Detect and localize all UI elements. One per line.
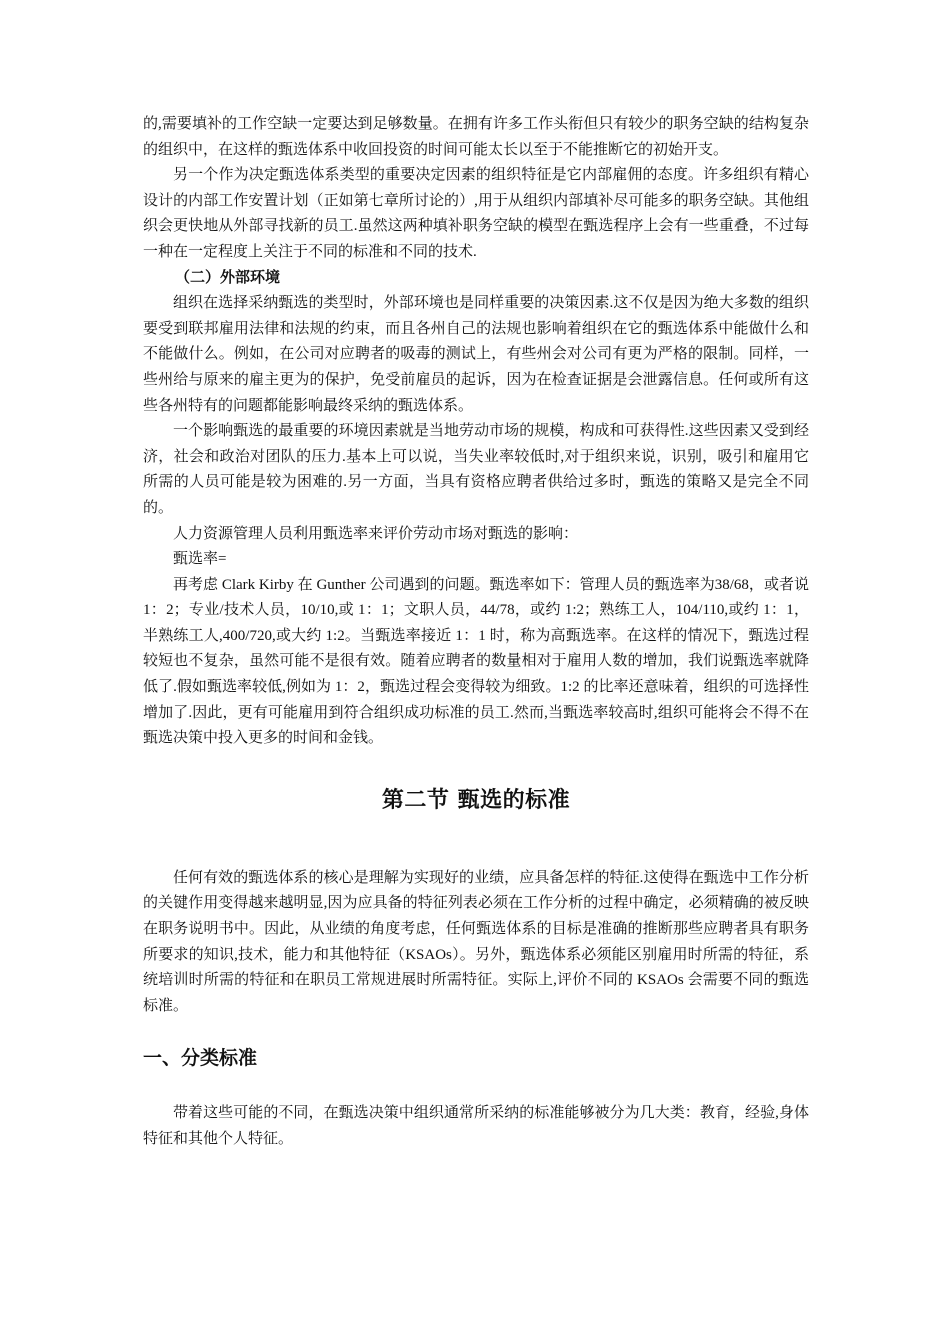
paragraph-internal-hiring: 另一个作为决定甄选体系类型的重要决定因素的组织特征是它内部雇佣的态度。许多组织有精心设计的内部工作安置计划（正如第七章所讨论的）,用于从组织内部填补尽可能多的职务空缺。其他组织会更快地从外部寻找新的员工.虽然这两种填补职务空缺的模型在甄选程序上会有一些重叠，不过每一种在一定程度上关注于不同的标准和不同的技术.	[143, 167, 809, 260]
paragraph-classification: 带着这些可能的不同，在甄选决策中组织通常所采纳的标准能够被分为几大类：教育，经验,身体特征和其他个人特征。	[143, 1105, 809, 1147]
heading-classification: 一、分类标准	[143, 1047, 258, 1070]
section-title: 第二节 甄选的标准	[381, 787, 571, 813]
paragraph-selection-core: 任何有效的甄选体系的核心是理解为实现好的业绩，应具备怎样的特征.这使得在甄选中工作分析的关键作用变得越来越明显,因为应具备的特征列表必须在工作分析的过程中确定，必须精确的被反映在职务说明书中。因此，从业绩的角度考虑，任何甄选体系的目标是准确的推断那些应聘者具有职务所要求的知识,技术，能力和其他特征（KSAOs）。另外，甄选体系必须能区别雇用时所需的特征，系统培训时所需的特征和在职员工常规进展时所需特征。实际上,评价不同的 KSAOs 会需要不同的甄选标准。	[143, 869, 809, 1014]
paragraph-gunther-example: 再考虑 Clark Kirby 在 Gunther 公司遇到的问题。甄选率如下：管理人员的甄选率为38/68，或者说 1：2；专业/技术人员，10/10,或 1：1；文职人员，44/78，或约 1:2；熟练工人，104/110,或约 1：1，半熟练工人,400/720,或大约 1:2。当甄选率接近 1：1 时，称为高甄选率。在这样的情况下，甄选过程较短也不复杂，虽然可能不是很有效。随着应聘者的数量相对于雇用人数的增加，我们说甄选率就降低了.假如甄选率较低,例如为 1：2，甄选过程会变得较为细致。1:2 的比率还意味着，组织的可选择性增加了.因此，更有可能雇用到符合组织成功标准的员工.然而,当甄选率较高时,组织可能将会不得不在甄选决策中投入更多的时间和金钱。	[143, 576, 809, 747]
paragraph-selection-ratio-intro: 人力资源管理人员利用甄选率来评价劳动市场对甄选的影响：	[173, 525, 579, 542]
paragraph-labor-market: 一个影响甄选的最重要的环境因素就是当地劳动市场的规模，构成和可获得性.这些因素又受到经济，社会和政治对团队的压力.基本上可以说，当失业率较低时,对于组织来说，识别，吸引和雇用它所需的人员可能是较为困难的.另一方面，当具有资格应聘者供给过多时，甄选的策略又是完全不同的。	[143, 423, 809, 516]
document-page	[143, 112, 809, 1153]
paragraph-external-laws: 组织在选择采纳甄选的类型时，外部环境也是同样重要的决策因素.这不仅是因为绝大多数的组织要受到联邦雇用法律和法规的约束，而且各州自己的法规也影响着组织在它的甄选体系中能做什么和不能做什么。例如，在公司对应聘者的吸毒的测试上，有些州会对公司有更为严格的限制。同样，一些州给与原来的雇主更为的保护，免受前雇员的起诉，因为在检查证据是会泄露信息。任何或所有这些各州特有的问题都能影响最终采纳的甄选体系。	[143, 295, 809, 414]
subheading-external-environment: （二）外部环境	[175, 269, 281, 286]
paragraph-continuation: 的,需要填补的工作空缺一定要达到足够数量。在拥有许多工作头衔但只有较少的职务空缺的结构复杂的组织中，在这样的甄选体系中收回投资的时间可能太长以至于不能推断它的初始开支。	[143, 116, 809, 158]
paragraph-selection-ratio-formula: 甄选率=	[173, 551, 227, 568]
